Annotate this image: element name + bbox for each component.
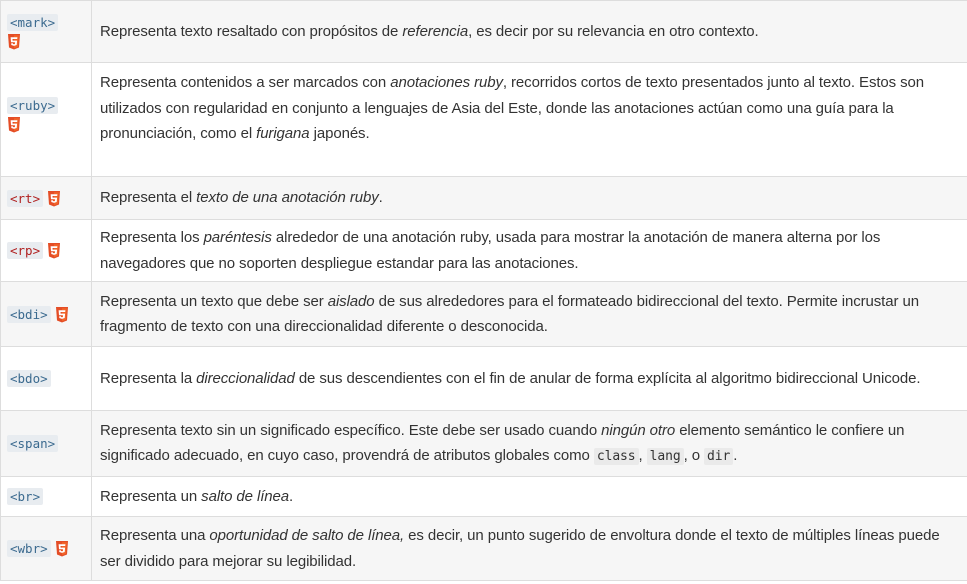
attr-lang: lang [647,448,684,465]
table-row [1,1,967,63]
tag-cell [1,1,92,63]
tag-cell [1,177,92,220]
table-row [1,347,967,411]
description: Representa un salto de línea. [92,477,967,517]
tag-name[interactable]: <rt> [7,190,43,207]
tag-cell [1,517,92,581]
html5-shield-icon [47,191,61,207]
tag-name[interactable]: <wbr> [7,540,51,557]
tag-cell [1,477,92,517]
tag-name[interactable]: <rp> [7,242,43,259]
html5-shield-icon [7,34,21,50]
description: Representa texto resaltado con propósitos de referencia, es decir por su relevancia en otro contexto. [92,1,967,63]
table-row [1,517,967,581]
table-row [1,477,967,517]
html5-shield-icon [7,117,21,133]
table-row [1,220,967,282]
tag-cell [1,282,92,347]
table-row [1,63,967,177]
tag-name[interactable]: <span> [7,435,58,452]
table-row [1,282,967,347]
attr-class: class [594,448,639,465]
html5-shield-icon [47,243,61,259]
tag-name[interactable]: <bdi> [7,306,51,323]
tag-name[interactable]: <mark> [7,14,58,31]
description: Representa un texto que debe ser aislado de sus alrededores para el formateado bidireccional del texto. Permite incrustar un fragmento de texto con una direccionalidad diferente o desconocida. [92,282,967,347]
tag-cell [1,63,92,177]
tag-name[interactable]: <ruby> [7,97,58,114]
description: Representa una oportunidad de salto de línea, es decir, un punto sugerido de envoltura donde el texto de múltiples líneas puede ser dividido para mejorar su legibilidad. [92,517,967,581]
attr-dir: dir [704,448,733,465]
tag-name[interactable]: <bdo> [7,370,51,387]
description: Representa la direccionalidad de sus descendientes con el fin de anular de forma explícita al algoritmo bidireccional Unicode. [92,347,967,411]
html5-shield-icon [55,541,69,557]
description: Representa contenidos a ser marcados con anotaciones ruby, recorridos cortos de texto presentados junto al texto. Estos son utilizados con regularidad en conjunto a lenguajes de Asia del Este, donde las anotaciones actúan como una guía para la pronunciación, como el furigana japonés. [92,63,967,177]
tag-cell [1,347,92,411]
description: Representa el texto de una anotación ruby. [92,177,967,220]
html5-shield-icon [55,307,69,323]
table-row [1,177,967,220]
tag-name[interactable]: <br> [7,488,43,505]
description: Representa texto sin un significado específico. Este debe ser usado cuando ningún otro elemento semántico le confiere un significado adecuado, en cuyo caso, provendrá de atributos globales como class , lang , o dir . [92,411,967,477]
tag-cell [1,411,92,477]
table-row [1,411,967,477]
tag-cell [1,220,92,282]
description: Representa los paréntesis alrededor de una anotación ruby, usada para mostrar la anotación de manera alterna por los navegadores que no soporten despliegue estandar para las anotaciones. [92,220,967,282]
